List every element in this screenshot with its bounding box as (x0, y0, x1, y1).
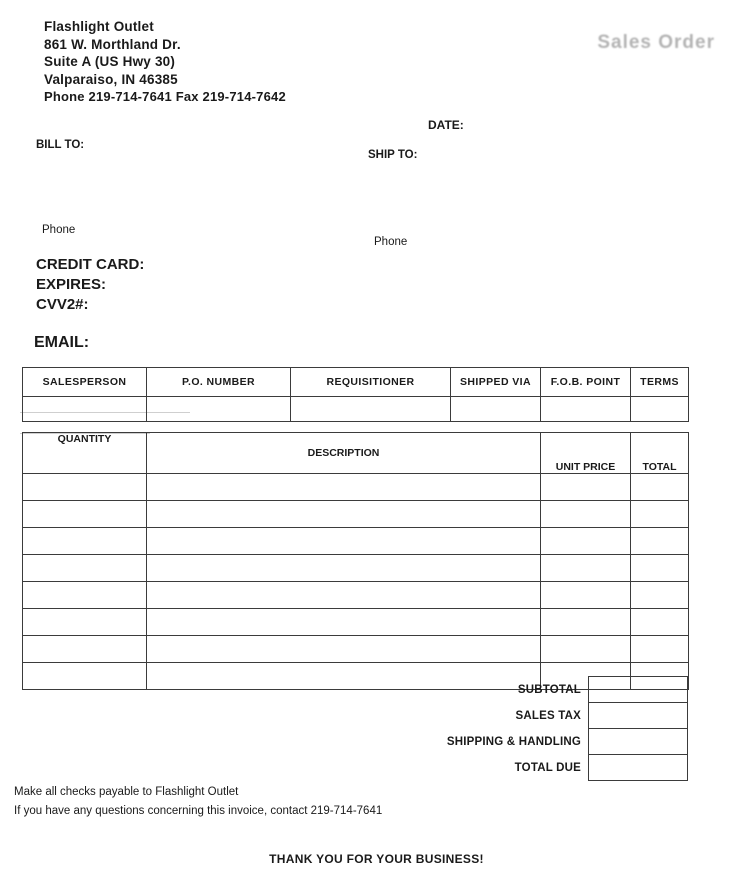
company-phone-fax: Phone 219-714-7641 Fax 219-714-7642 (44, 89, 286, 104)
totals-row-shipping (400, 729, 688, 755)
payment-fields-block (36, 255, 144, 315)
cell-quantity[interactable] (23, 636, 147, 663)
cell-unit-price[interactable] (541, 528, 631, 555)
cell-salesperson[interactable] (23, 397, 147, 422)
column-header-terms: TERMS (631, 368, 689, 397)
cell-total[interactable] (631, 474, 689, 501)
document-title: Sales Order (597, 32, 715, 53)
company-address-block (44, 18, 286, 106)
line-items-table (22, 432, 689, 690)
column-header-shipped-via: SHIPPED VIA (451, 368, 541, 397)
email-label: EMAIL: (34, 334, 90, 351)
totals-value-shipping-handling[interactable] (589, 729, 688, 755)
footer-line-1: Make all checks payable to Flashlight Outlet (14, 786, 239, 798)
cell-quantity[interactable] (23, 555, 147, 582)
column-header-salesperson: SALESPERSON (23, 368, 147, 397)
bill-to-label: BILL TO: (36, 139, 85, 151)
cell-description[interactable] (147, 609, 541, 636)
total-header-spacer (631, 433, 689, 452)
cell-total[interactable] (631, 501, 689, 528)
footer-note (14, 783, 382, 821)
column-header-requisitioner: REQUISITIONER (291, 368, 451, 397)
cell-total[interactable] (631, 528, 689, 555)
cell-unit-price[interactable] (541, 609, 631, 636)
company-name: Flashlight Outlet (44, 19, 154, 34)
totals-value-sales-tax[interactable] (589, 703, 688, 729)
totals-value-total-due[interactable] (589, 755, 688, 781)
bill-to-phone-label: Phone (42, 224, 76, 236)
company-address-line-2: Suite A (US Hwy 30) (44, 54, 176, 69)
totals-row-sales-tax (400, 703, 688, 729)
expires-label: EXPIRES: (36, 276, 107, 293)
cell-quantity[interactable] (23, 474, 147, 501)
credit-card-label: CREDIT CARD: (36, 256, 145, 273)
ship-to-phone-label: Phone (374, 236, 408, 248)
order-header-row (23, 368, 689, 397)
table-row[interactable] (23, 609, 689, 636)
ship-to-label: SHIP TO: (368, 149, 418, 161)
cell-quantity[interactable] (23, 501, 147, 528)
cell-description[interactable] (147, 582, 541, 609)
thank-you-message: THANK YOU FOR YOUR BUSINESS! (269, 852, 484, 866)
cvv2-label: CVV2#: (36, 296, 89, 313)
totals-block (400, 676, 688, 781)
cell-quantity[interactable] (23, 663, 147, 690)
cell-total[interactable] (631, 636, 689, 663)
unit-price-header-spacer (541, 433, 631, 452)
column-header-unit-price: UNIT PRICE (541, 451, 631, 474)
totals-label-subtotal: SUBTOTAL (517, 683, 581, 696)
cell-description[interactable] (147, 555, 541, 582)
table-row[interactable] (23, 474, 689, 501)
table-row[interactable] (23, 555, 689, 582)
totals-label-sales-tax: SALES TAX (515, 709, 581, 722)
cell-total[interactable] (631, 609, 689, 636)
totals-label-shipping-handling: SHIPPING & HANDLING (446, 735, 581, 748)
cell-unit-price[interactable] (541, 636, 631, 663)
table-row[interactable] (23, 636, 689, 663)
totals-row-total-due (400, 755, 688, 781)
column-header-po-number: P.O. NUMBER (147, 368, 291, 397)
line-items-header-row (23, 433, 689, 452)
cell-description[interactable] (147, 636, 541, 663)
totals-label-total-due: TOTAL DUE (514, 761, 581, 774)
cell-unit-price[interactable] (541, 474, 631, 501)
date-label: DATE: (428, 118, 464, 132)
order-table (22, 367, 689, 422)
cell-description[interactable] (147, 528, 541, 555)
footer-line-2: If you have any questions concerning this invoice, contact 219-714-7641 (14, 805, 383, 817)
table-row[interactable] (23, 582, 689, 609)
totals-row-subtotal (400, 677, 688, 703)
cell-description[interactable] (147, 501, 541, 528)
table-row[interactable] (23, 501, 689, 528)
cell-quantity[interactable] (23, 609, 147, 636)
order-header-value-row[interactable] (23, 397, 689, 422)
cell-quantity[interactable] (23, 582, 147, 609)
cell-total[interactable] (631, 555, 689, 582)
column-header-total: TOTAL (631, 451, 689, 474)
cell-terms[interactable] (631, 397, 689, 422)
cell-shipped-via[interactable] (451, 397, 541, 422)
cell-description[interactable] (147, 474, 541, 501)
cell-unit-price[interactable] (541, 501, 631, 528)
cell-po-number[interactable] (147, 397, 291, 422)
company-address-line-1: 861 W. Morthland Dr. (44, 36, 181, 52)
cell-requisitioner[interactable] (291, 397, 451, 422)
column-header-fob-point: F.O.B. POINT (541, 368, 631, 397)
totals-value-subtotal[interactable] (589, 677, 688, 703)
cell-quantity[interactable] (23, 528, 147, 555)
column-header-description: DESCRIPTION (147, 433, 541, 474)
table-row[interactable] (23, 528, 689, 555)
cell-total[interactable] (631, 582, 689, 609)
cell-fob-point[interactable] (541, 397, 631, 422)
cell-unit-price[interactable] (541, 582, 631, 609)
column-header-quantity: QUANTITY (23, 433, 147, 474)
cell-unit-price[interactable] (541, 555, 631, 582)
company-city-state-zip: Valparaiso, IN 46385 (44, 71, 178, 87)
